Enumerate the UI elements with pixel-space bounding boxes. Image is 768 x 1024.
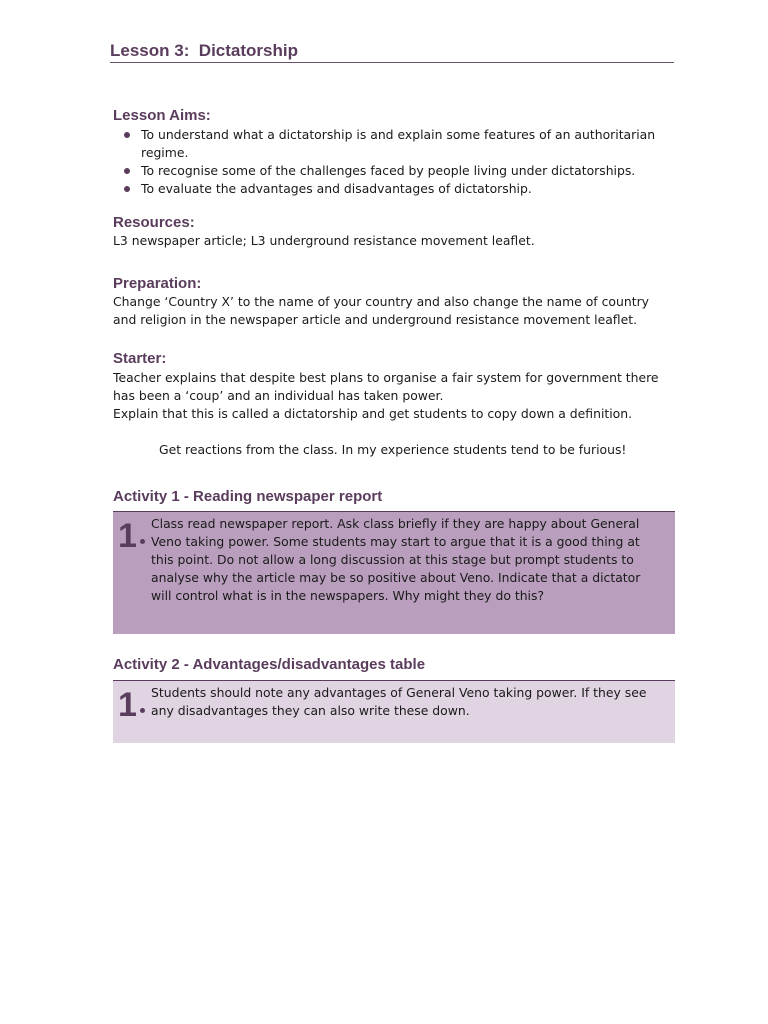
aims-list [124,126,664,198]
activity1-text: Class read newspaper report. Ask class briefly if they are happy about General Veno taking power. Some students may start to argue that it is a good thing at this point. Do not allow a long discussion at this stage but prompt students to analyse why the article may be so positive about Veno. Indicate that a dictator will control what is in the newspapers. Why might they do this? [151,516,641,603]
activity2-box [113,680,675,743]
step-dot-icon [140,708,145,713]
list-item: To understand what a dictatorship is and explain some features of an authoritarian regime. [124,126,664,162]
starter-text-1: Teacher explains that despite best plans to organise a fair system for government there has been a ‘coup’ and an individual has taken power. [113,370,659,403]
page-title: Lesson 3: Dictatorship [110,41,298,60]
list-item: To evaluate the advantages and disadvantages of dictatorship. [124,180,664,198]
starter-heading: Starter: [113,350,167,367]
activity1-heading: Activity 1 - Reading newspaper report [113,488,383,505]
activity1-box [113,511,675,634]
aims-heading: Lesson Aims: [113,107,211,124]
resources-text: L3 newspaper article; L3 underground resistance movement leaflet. [113,233,535,248]
bullet-icon [124,186,130,192]
bullet-icon [124,168,130,174]
resources-heading: Resources: [113,214,195,231]
step-number: 1 [118,517,137,555]
list-item: To recognise some of the challenges faced by people living under dictatorships. [124,162,664,180]
step-number: 1 [118,686,137,724]
title-divider [110,62,674,63]
starter-note: Get reactions from the class. In my experience students tend to be furious! [159,442,627,457]
preparation-text: Change ‘Country X’ to the name of your country and also change the name of country and religion in the newspaper article and underground resistance movement leaflet. [113,294,649,327]
step-dot-icon [140,539,145,544]
bullet-icon [124,132,130,138]
activity2-text: Students should note any advantages of General Veno taking power. If they see any disadvantages they can also write these down. [151,685,647,718]
starter-text-2: Explain that this is called a dictatorship and get students to copy down a definition. [113,406,633,421]
preparation-heading: Preparation: [113,275,202,292]
activity2-heading: Activity 2 - Advantages/disadvantages table [113,656,426,673]
